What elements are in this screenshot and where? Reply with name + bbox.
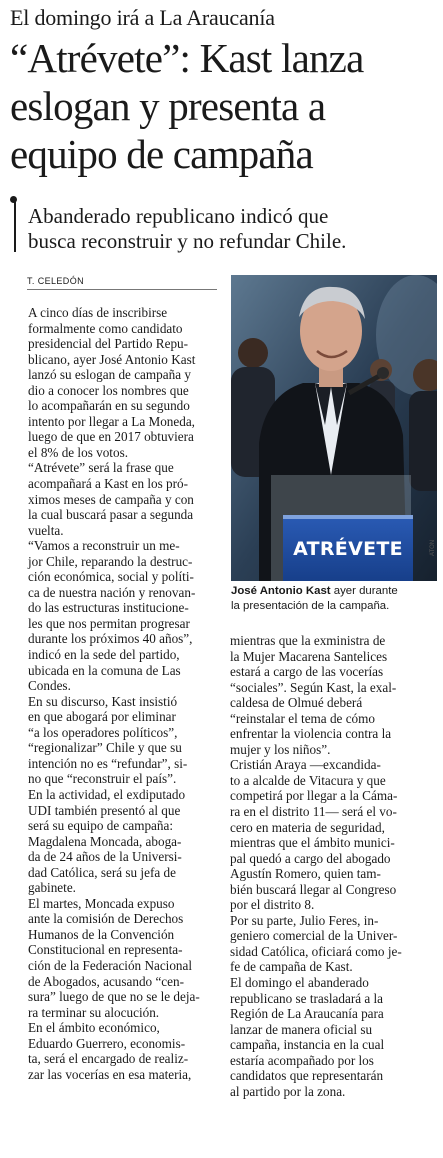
body-line: les que nos permitan progresar	[28, 615, 190, 631]
body-line: vuelta.	[28, 522, 64, 538]
photo-illustration	[231, 275, 437, 581]
body-line: mientras que el ámbito munici-	[230, 835, 395, 851]
body-line: candidatos que representarán	[230, 1068, 384, 1084]
body-line: zar las vocerías en esa materia,	[28, 1066, 192, 1082]
caption-name: José Antonio Kast	[231, 585, 331, 597]
body-line: pal quedó a cargo del abogado	[230, 850, 391, 866]
body-line: ca de nuestra nación y renovan-	[28, 584, 196, 600]
body-line: caldesa de Olmué deberá	[230, 695, 363, 711]
body-line: ximos meses de campaña y con	[28, 491, 194, 507]
body-line: no que “reconstruir el país”.	[28, 771, 177, 787]
body-line: presidencial del Partido Repu-	[28, 336, 189, 352]
body-line: “a los operadores políticos”,	[28, 724, 178, 740]
photo-credit: ATON	[430, 539, 436, 556]
caption-text-2: la presentación de la campaña.	[231, 600, 390, 612]
body-line: ta, será el encargado de realiz-	[28, 1051, 189, 1067]
body-line: Agustín Romero, quien tam-	[230, 866, 381, 882]
body-line: Humanos de la Convención	[28, 926, 175, 942]
body-line: En su discurso, Kast insistió	[28, 693, 178, 709]
caption-text: ayer durante	[330, 585, 398, 597]
body-line: geniero comercial de la Univer-	[230, 928, 398, 944]
body-line: Eduardo Guerrero, economis-	[28, 1035, 186, 1051]
body-line: ción de la Federación Nacional	[28, 957, 193, 973]
body-line: En el ámbito económico,	[28, 1020, 160, 1036]
body-line: será su equipo de campaña:	[28, 818, 174, 834]
body-line: El domingo el abanderado	[230, 975, 369, 991]
body-line: fe de campaña de Kast.	[230, 959, 353, 975]
subhead-line: busca reconstruir y no refundar Chile.	[28, 229, 347, 253]
body-line: lanzó su eslogan de campaña y	[28, 367, 191, 383]
body-line: “sociales”. Según Kast, la exal-	[230, 679, 397, 695]
body-line: cero en materia de seguridad,	[230, 819, 385, 835]
photo-caption	[231, 584, 437, 614]
headline-line: equipo de campaña	[10, 131, 313, 177]
body-line: dio a conocer los nombres que	[28, 382, 189, 398]
body-line: ra en el distrito 11— será el vo-	[230, 804, 397, 820]
body-line: por el distrito 8.	[230, 897, 315, 913]
byline: T. CELEDÓN	[27, 276, 85, 286]
body-line: enfrentar la violencia contra la	[230, 726, 392, 742]
body-line: el 8% de los votos.	[28, 444, 128, 460]
body-line: sura” luego de que no se le deja-	[28, 989, 200, 1005]
body-line: republicano se trasladará a la	[230, 990, 384, 1006]
subhead-rule	[14, 202, 16, 252]
body-line: mujer y los niños”.	[230, 741, 331, 757]
body-column-left	[28, 305, 224, 1082]
body-line: sidad Católica, oficiará como je-	[230, 943, 402, 959]
body-line: intención no es “refundar”, si-	[28, 755, 188, 771]
article-photo	[231, 275, 437, 581]
body-line: blicano, ayer José Antonio Kast	[28, 351, 196, 367]
headline-line: eslogan y presenta a	[10, 83, 326, 129]
body-line: Magdalena Moncada, aboga-	[28, 833, 182, 849]
body-line: Condes.	[28, 678, 71, 694]
body-line: do las estructuras institucione-	[28, 600, 189, 616]
body-line: acompañará a Kast en los pró-	[28, 476, 189, 492]
body-line: intento por llegar a La Moneda,	[28, 413, 195, 429]
body-line: “regionalizar” Chile y que su	[28, 740, 182, 756]
body-line: estaría acompañado por los	[230, 1052, 374, 1068]
kicker: El domingo irá a La Araucanía	[10, 5, 275, 30]
podium-label: ATRÉVETE	[293, 538, 403, 560]
body-line: En la actividad, el exdiputado	[28, 786, 186, 802]
body-line: El martes, Moncada expuso	[28, 895, 175, 911]
body-line: bién buscará llegar al Congreso	[230, 881, 397, 897]
headline	[10, 34, 438, 178]
body-line: ubicada en la comuna de Las	[28, 662, 181, 678]
body-line: competirá por llegar a la Cáma-	[230, 788, 398, 804]
body-line: en que abogará por eliminar	[28, 709, 176, 725]
body-line: lo acompañarán en su segundo	[28, 398, 190, 414]
headline-line: “Atrévete”: Kast lanza	[10, 35, 364, 81]
body-line: “Atrévete” será la frase que	[28, 460, 174, 476]
body-line: estará a cargo de las vocerías	[230, 664, 384, 680]
body-line: formalmente como candidato	[28, 320, 183, 336]
body-line: campaña, instancia en la cual	[230, 1037, 385, 1053]
body-line: luego de que en 2017 obtuviera	[28, 429, 194, 445]
body-line: dad Católica, será su jefa de	[28, 864, 176, 880]
subhead-line: Abanderado republicano indicó que	[28, 204, 329, 228]
body-line: mientras que la exministra de	[230, 633, 386, 648]
body-line: UDI también presentó al que	[28, 802, 181, 818]
body-line: al partido por la zona.	[230, 1083, 346, 1099]
body-line: Cristián Araya —excandida-	[230, 757, 381, 773]
body-line: “Vamos a reconstruir un me-	[28, 538, 180, 554]
body-line: ante la comisión de Derechos	[28, 911, 184, 927]
body-line: la Mujer Macarena Santelices	[230, 648, 388, 664]
body-line: “reinstalar el tema de cómo	[230, 710, 375, 726]
subhead	[28, 204, 438, 254]
byline-rule	[27, 289, 217, 290]
body-line: jor Chile, reparando la destruc-	[28, 553, 193, 569]
body-line: Por su parte, Julio Feres, in-	[230, 912, 379, 928]
body-line: ra terminar su alocución.	[28, 1004, 160, 1020]
body-line: gabinete.	[28, 880, 76, 896]
body-line: lanzar de manera oficial su	[230, 1021, 373, 1037]
body-line: durante los próximos 40 años”,	[28, 631, 193, 647]
body-column-right	[230, 633, 436, 1099]
body-line: Constitucional en representa-	[28, 942, 183, 958]
body-line: la cual buscará pasar a segunda	[28, 507, 194, 523]
body-line: indicó en la sede del partido,	[28, 647, 180, 663]
body-line: A cinco días de inscribirse	[28, 305, 168, 320]
body-line: to a alcalde de Vitacura y que	[230, 772, 386, 788]
body-line: Región de La Araucanía para	[230, 1006, 384, 1022]
body-line: ción económica, social y políti-	[28, 569, 194, 585]
body-line: de Abogados, acusando “cen-	[28, 973, 184, 989]
body-line: da de 24 años de la Universi-	[28, 849, 182, 865]
